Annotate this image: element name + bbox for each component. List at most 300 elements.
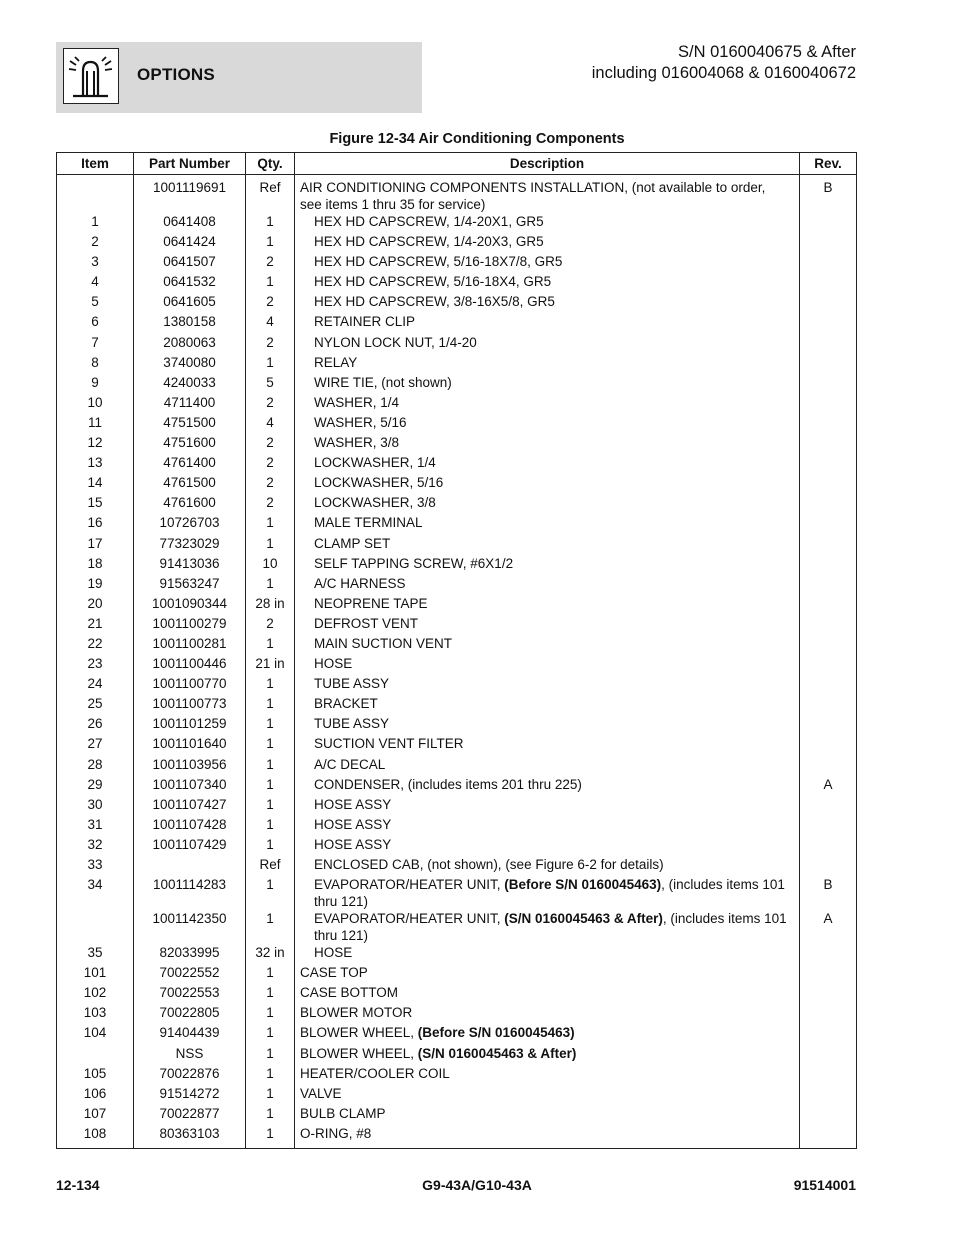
table-row xyxy=(57,1024,857,1044)
description-text: HEATER/COOLER COIL xyxy=(300,1065,450,1081)
part-number-cell: 77323029 xyxy=(134,535,246,555)
item-cell: 7 xyxy=(57,334,134,354)
description-cell xyxy=(295,233,800,253)
rev-cell xyxy=(800,514,857,534)
qty-cell: 10 xyxy=(246,555,295,575)
description-serial-range: (Before S/N 0160045463) xyxy=(504,877,662,893)
item-cell: 12 xyxy=(57,434,134,454)
part-number-cell: 1001107428 xyxy=(134,816,246,836)
description-text: BLOWER MOTOR xyxy=(300,1005,413,1021)
description-cell xyxy=(295,313,800,333)
table-row xyxy=(57,1125,857,1149)
description-text: LOCKWASHER, 5/16 xyxy=(314,475,444,491)
description-text: A/C HARNESS xyxy=(314,575,406,591)
part-number-cell: 0641408 xyxy=(134,213,246,233)
item-cell: 8 xyxy=(57,354,134,374)
description-text: CASE TOP xyxy=(300,965,368,981)
table-row xyxy=(57,1045,857,1065)
rev-cell xyxy=(800,1105,857,1125)
item-cell: 26 xyxy=(57,715,134,735)
item-cell: 107 xyxy=(57,1105,134,1125)
rev-cell: B xyxy=(800,876,857,910)
table-row xyxy=(57,675,857,695)
rev-cell: B xyxy=(800,175,857,214)
table-row xyxy=(57,1065,857,1085)
item-cell: 23 xyxy=(57,655,134,675)
item-cell: 9 xyxy=(57,374,134,394)
rev-cell xyxy=(800,334,857,354)
description-text: WASHER, 3/8 xyxy=(314,435,400,451)
rev-cell xyxy=(800,1004,857,1024)
table-row xyxy=(57,984,857,1004)
part-number-cell: 4751600 xyxy=(134,434,246,454)
item-cell: 25 xyxy=(57,695,134,715)
description-cell xyxy=(295,253,800,273)
column-header-rev: Rev. xyxy=(800,153,857,175)
description-cell xyxy=(295,555,800,575)
qty-cell: 2 xyxy=(246,293,295,313)
page-number: 12-134 xyxy=(56,1177,100,1193)
column-header-qty: Qty. xyxy=(246,153,295,175)
qty-cell: 1 xyxy=(246,1045,295,1065)
description-text: WIRE TIE, (not shown) xyxy=(314,374,452,390)
item-cell: 30 xyxy=(57,796,134,816)
qty-cell: 1 xyxy=(246,635,295,655)
description-text: O-RING, #8 xyxy=(300,1125,372,1141)
description-text: DEFROST VENT xyxy=(314,615,419,631)
table-row xyxy=(57,876,857,910)
description-cell xyxy=(295,595,800,615)
rev-cell xyxy=(800,555,857,575)
rev-cell xyxy=(800,535,857,555)
table-row xyxy=(57,273,857,293)
item-cell: 27 xyxy=(57,735,134,755)
description-cell xyxy=(295,675,800,695)
rev-cell xyxy=(800,293,857,313)
qty-cell: 1 xyxy=(246,984,295,1004)
description-cell xyxy=(295,1125,800,1149)
description-text: EVAPORATOR/HEATER UNIT, xyxy=(314,877,505,893)
qty-cell: 1 xyxy=(246,695,295,715)
part-number-cell: 1001142350 xyxy=(134,910,246,944)
description-text: EVAPORATOR/HEATER UNIT, xyxy=(314,911,505,927)
item-cell: 35 xyxy=(57,944,134,964)
rev-cell: A xyxy=(800,910,857,944)
description-text: HEX HD CAPSCREW, 1/4-20X3, GR5 xyxy=(314,234,544,250)
qty-cell: 4 xyxy=(246,313,295,333)
part-number-cell: 1001107429 xyxy=(134,836,246,856)
item-cell: 103 xyxy=(57,1004,134,1024)
rev-cell xyxy=(800,313,857,333)
description-text: A/C DECAL xyxy=(314,756,386,772)
description-cell xyxy=(295,1004,800,1024)
table-row xyxy=(57,334,857,354)
part-number-cell: 91413036 xyxy=(134,555,246,575)
table-row xyxy=(57,776,857,796)
part-number-cell: 3740080 xyxy=(134,354,246,374)
rev-cell xyxy=(800,856,857,876)
item-cell: 106 xyxy=(57,1085,134,1105)
description-text: CLAMP SET xyxy=(314,535,391,551)
part-number-cell: 4751500 xyxy=(134,414,246,434)
description-text: HOSE ASSY xyxy=(314,816,392,832)
item-cell: 3 xyxy=(57,253,134,273)
description-text: HEX HD CAPSCREW, 3/8-16X5/8, GR5 xyxy=(314,294,555,310)
table-row xyxy=(57,575,857,595)
rev-cell xyxy=(800,1125,857,1149)
table-header-row xyxy=(57,153,857,175)
description-cell xyxy=(295,354,800,374)
column-header-description: Description xyxy=(295,153,800,175)
table-row xyxy=(57,175,857,214)
item-cell: 104 xyxy=(57,1024,134,1044)
part-number-cell: 1001100773 xyxy=(134,695,246,715)
table-row xyxy=(57,535,857,555)
description-cell xyxy=(295,514,800,534)
part-number-cell: 4240033 xyxy=(134,374,246,394)
rev-cell xyxy=(800,273,857,293)
part-number-cell: 82033995 xyxy=(134,944,246,964)
part-number-cell: 1001100446 xyxy=(134,655,246,675)
rev-cell xyxy=(800,615,857,635)
rev-cell xyxy=(800,655,857,675)
part-number-cell: 1001103956 xyxy=(134,756,246,776)
qty-cell: 1 xyxy=(246,273,295,293)
part-number-cell: 1380158 xyxy=(134,313,246,333)
description-cell xyxy=(295,535,800,555)
description-cell xyxy=(295,1065,800,1085)
item-cell: 34 xyxy=(57,876,134,910)
column-header-part-number: Part Number xyxy=(134,153,246,175)
part-number-cell: 1001114283 xyxy=(134,876,246,910)
item-cell: 102 xyxy=(57,984,134,1004)
rev-cell xyxy=(800,595,857,615)
description-cell xyxy=(295,715,800,735)
rev-cell xyxy=(800,735,857,755)
qty-cell: 1 xyxy=(246,575,295,595)
description-text: HEX HD CAPSCREW, 5/16-18X4, GR5 xyxy=(314,274,552,290)
qty-cell: 2 xyxy=(246,474,295,494)
description-cell xyxy=(295,910,800,944)
description-text: SELF TAPPING SCREW, #6X1/2 xyxy=(314,555,514,571)
qty-cell: 2 xyxy=(246,615,295,635)
table-row xyxy=(57,514,857,534)
qty-cell: 1 xyxy=(246,776,295,796)
item-cell xyxy=(57,910,134,944)
item-cell: 31 xyxy=(57,816,134,836)
part-number-cell: 1001101259 xyxy=(134,715,246,735)
description-cell xyxy=(295,575,800,595)
table-row xyxy=(57,635,857,655)
description-cell xyxy=(295,394,800,414)
description-cell xyxy=(295,816,800,836)
item-cell: 32 xyxy=(57,836,134,856)
description-cell xyxy=(295,964,800,984)
rev-cell xyxy=(800,1024,857,1044)
item-cell: 29 xyxy=(57,776,134,796)
serial-range xyxy=(592,42,856,84)
part-number-cell: 91563247 xyxy=(134,575,246,595)
part-number-cell: 4761400 xyxy=(134,454,246,474)
rev-cell xyxy=(800,816,857,836)
table-row xyxy=(57,213,857,233)
description-cell xyxy=(295,615,800,635)
table-row xyxy=(57,454,857,474)
rev-cell xyxy=(800,635,857,655)
rev-cell xyxy=(800,374,857,394)
item-cell: 24 xyxy=(57,675,134,695)
qty-cell: 1 xyxy=(246,535,295,555)
table-row xyxy=(57,494,857,514)
part-number-cell: 0641605 xyxy=(134,293,246,313)
qty-cell: 28 in xyxy=(246,595,295,615)
rev-cell xyxy=(800,494,857,514)
description-text: HEX HD CAPSCREW, 1/4-20X1, GR5 xyxy=(314,214,544,229)
serial-line-2: including 016004068 & 0160040672 xyxy=(591,64,856,82)
description-cell xyxy=(295,856,800,876)
table-row xyxy=(57,1004,857,1024)
part-number-cell: 0641532 xyxy=(134,273,246,293)
qty-cell: 1 xyxy=(246,354,295,374)
description-cell xyxy=(295,635,800,655)
description-cell xyxy=(295,1085,800,1105)
description-cell xyxy=(295,876,800,910)
qty-cell: 1 xyxy=(246,735,295,755)
part-number-cell: 1001107427 xyxy=(134,796,246,816)
rev-cell xyxy=(800,474,857,494)
part-number-cell: 1001119691 xyxy=(134,175,246,214)
document-number: 91514001 xyxy=(793,1177,856,1193)
part-number-cell: 70022877 xyxy=(134,1105,246,1125)
qty-cell: 2 xyxy=(246,454,295,474)
qty-cell: Ref xyxy=(246,175,295,214)
item-cell: 1 xyxy=(57,213,134,233)
description-text: LOCKWASHER, 1/4 xyxy=(314,455,436,471)
figure-title: Figure 12-34 Air Conditioning Components xyxy=(329,131,625,147)
description-text: BLOWER WHEEL, xyxy=(300,1045,418,1061)
description-cell xyxy=(295,273,800,293)
part-number-cell: 1001107340 xyxy=(134,776,246,796)
part-number-cell: 70022552 xyxy=(134,964,246,984)
table-row xyxy=(57,313,857,333)
serial-line-1: S/N 0160040675 & After xyxy=(678,43,856,61)
description-cell xyxy=(295,454,800,474)
item-cell xyxy=(57,175,134,214)
door-frame-icon xyxy=(63,48,119,104)
table-row xyxy=(57,354,857,374)
description-text: MAIN SUCTION VENT xyxy=(314,635,453,651)
item-cell: 105 xyxy=(57,1065,134,1085)
description-text: BLOWER WHEEL, xyxy=(300,1025,418,1041)
qty-cell: 1 xyxy=(246,1125,295,1149)
description-text: NYLON LOCK NUT, 1/4-20 xyxy=(314,334,477,350)
description-cell xyxy=(295,374,800,394)
rev-cell xyxy=(800,454,857,474)
qty-cell: 1 xyxy=(246,514,295,534)
description-text: MALE TERMINAL xyxy=(314,515,423,531)
qty-cell: 1 xyxy=(246,796,295,816)
qty-cell: 1 xyxy=(246,1024,295,1044)
description-cell xyxy=(295,1024,800,1044)
description-text: NEOPRENE TAPE xyxy=(314,595,428,611)
description-text: LOCKWASHER, 3/8 xyxy=(314,495,436,511)
table-row xyxy=(57,293,857,313)
description-cell xyxy=(295,334,800,354)
qty-cell: 1 xyxy=(246,964,295,984)
item-cell: 28 xyxy=(57,756,134,776)
part-number-cell: 80363103 xyxy=(134,1125,246,1149)
rev-cell xyxy=(800,715,857,735)
item-cell: 22 xyxy=(57,635,134,655)
rev-cell xyxy=(800,944,857,964)
rev-cell xyxy=(800,414,857,434)
table-row xyxy=(57,233,857,253)
description-cell xyxy=(295,1105,800,1125)
part-number-cell: 4761500 xyxy=(134,474,246,494)
item-cell: 10 xyxy=(57,394,134,414)
description-text: RETAINER CLIP xyxy=(314,314,416,330)
item-cell: 18 xyxy=(57,555,134,575)
description-cell xyxy=(295,735,800,755)
qty-cell: 1 xyxy=(246,876,295,910)
item-cell: 6 xyxy=(57,313,134,333)
table-row xyxy=(57,944,857,964)
description-cell xyxy=(295,175,800,214)
part-number-cell: 70022876 xyxy=(134,1065,246,1085)
description-cell xyxy=(295,293,800,313)
item-cell: 14 xyxy=(57,474,134,494)
table-row xyxy=(57,964,857,984)
table-row xyxy=(57,856,857,876)
part-number-cell: 70022805 xyxy=(134,1004,246,1024)
qty-cell: 21 in xyxy=(246,655,295,675)
part-number-cell: 70022553 xyxy=(134,984,246,1004)
rev-cell xyxy=(800,1045,857,1065)
item-cell: 15 xyxy=(57,494,134,514)
qty-cell: 4 xyxy=(246,414,295,434)
description-cell xyxy=(295,1045,800,1065)
table-row xyxy=(57,910,857,944)
table-row xyxy=(57,555,857,575)
table-row xyxy=(57,1085,857,1105)
part-number-cell: 1001090344 xyxy=(134,595,246,615)
part-number-cell: 10726703 xyxy=(134,514,246,534)
description-text: RELAY xyxy=(314,354,358,370)
table-row xyxy=(57,715,857,735)
qty-cell: 1 xyxy=(246,1065,295,1085)
qty-cell: 32 in xyxy=(246,944,295,964)
rev-cell xyxy=(800,675,857,695)
description-cell xyxy=(295,434,800,454)
part-number-cell: NSS xyxy=(134,1045,246,1065)
description-text: TUBE ASSY xyxy=(314,676,390,692)
qty-cell: 1 xyxy=(246,715,295,735)
description-text-continued: , (includes items 101 thru 121) xyxy=(314,877,785,910)
part-number-cell: 0641507 xyxy=(134,253,246,273)
table-row xyxy=(57,474,857,494)
description-cell xyxy=(295,796,800,816)
description-serial-range: (S/N 0160045463 & After) xyxy=(504,911,663,927)
rev-cell xyxy=(800,756,857,776)
description-text: VALVE xyxy=(300,1085,342,1101)
description-cell xyxy=(295,494,800,514)
part-number-cell: 91514272 xyxy=(134,1085,246,1105)
qty-cell: 1 xyxy=(246,1085,295,1105)
description-text: HOSE ASSY xyxy=(314,796,392,812)
qty-cell: 2 xyxy=(246,494,295,514)
description-text: HEX HD CAPSCREW, 5/16-18X7/8, GR5 xyxy=(314,254,563,270)
table-row xyxy=(57,253,857,273)
description-text: SUCTION VENT FILTER xyxy=(314,736,464,752)
description-cell xyxy=(295,213,800,233)
qty-cell: 1 xyxy=(246,233,295,253)
description-text: HOSE ASSY xyxy=(314,836,392,852)
rev-cell: A xyxy=(800,776,857,796)
item-cell: 33 xyxy=(57,856,134,876)
item-cell: 108 xyxy=(57,1125,134,1149)
item-cell: 13 xyxy=(57,454,134,474)
item-cell: 17 xyxy=(57,535,134,555)
rev-cell xyxy=(800,964,857,984)
table-row xyxy=(57,615,857,635)
section-title: OPTIONS xyxy=(137,65,215,84)
table-row xyxy=(57,695,857,715)
rev-cell xyxy=(800,354,857,374)
rev-cell xyxy=(800,1065,857,1085)
rev-cell xyxy=(800,394,857,414)
rev-cell xyxy=(800,575,857,595)
qty-cell: 2 xyxy=(246,394,295,414)
description-serial-range: (Before S/N 0160045463) xyxy=(417,1025,575,1041)
qty-cell: 1 xyxy=(246,675,295,695)
part-number-cell: 4711400 xyxy=(134,394,246,414)
table-row xyxy=(57,1105,857,1125)
description-serial-range: (S/N 0160045463 & After) xyxy=(417,1045,577,1061)
table-row xyxy=(57,816,857,836)
description-text: CONDENSER, (includes items 201 thru 225) xyxy=(314,776,582,792)
rev-cell xyxy=(800,796,857,816)
part-number-cell: 1001100279 xyxy=(134,615,246,635)
part-number-cell xyxy=(134,856,246,876)
parts-table xyxy=(56,152,857,1149)
description-cell xyxy=(295,655,800,675)
part-number-cell: 2080063 xyxy=(134,334,246,354)
qty-cell: 2 xyxy=(246,434,295,454)
item-cell: 11 xyxy=(57,414,134,434)
part-number-cell: 0641424 xyxy=(134,233,246,253)
item-cell: 21 xyxy=(57,615,134,635)
table-row xyxy=(57,796,857,816)
rev-cell xyxy=(800,836,857,856)
qty-cell: 1 xyxy=(246,910,295,944)
qty-cell: 1 xyxy=(246,756,295,776)
qty-cell: 1 xyxy=(246,836,295,856)
qty-cell: 1 xyxy=(246,1105,295,1125)
rev-cell xyxy=(800,1085,857,1105)
rev-cell xyxy=(800,253,857,273)
table-row xyxy=(57,836,857,856)
rev-cell xyxy=(800,434,857,454)
qty-cell: 2 xyxy=(246,253,295,273)
part-number-cell: 4761600 xyxy=(134,494,246,514)
qty-cell: 2 xyxy=(246,334,295,354)
table-row xyxy=(57,434,857,454)
qty-cell: 1 xyxy=(246,1004,295,1024)
description-cell xyxy=(295,836,800,856)
part-number-cell: 1001100281 xyxy=(134,635,246,655)
rev-cell xyxy=(800,695,857,715)
item-cell xyxy=(57,1045,134,1065)
